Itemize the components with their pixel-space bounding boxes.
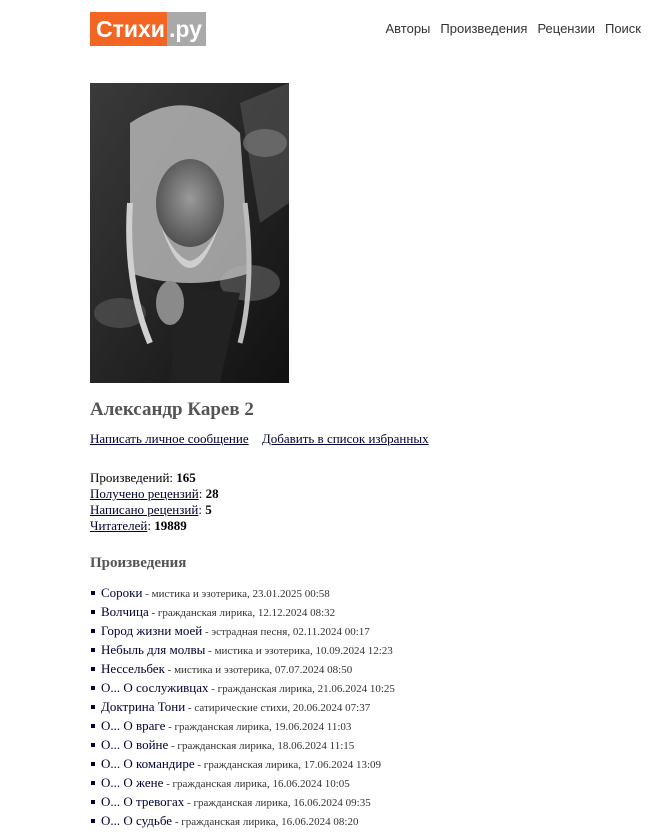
work-link[interactable]: О... О враге (101, 718, 166, 733)
list-item (101, 794, 395, 813)
work-link[interactable]: О... О тревогах (101, 794, 185, 809)
site-header (0, 0, 653, 60)
list-item (101, 623, 395, 642)
stat-received-value: 28 (205, 486, 219, 501)
stat-readers: Читателей: 19889 (90, 518, 187, 533)
work-meta: - гражданская лирика, 16.06.2024 10:05 (163, 778, 350, 790)
work-link[interactable]: О... О сослуживцах (101, 680, 209, 695)
list-item (101, 680, 395, 699)
top-nav (386, 21, 642, 36)
author-stats (90, 470, 219, 534)
logo-main: Стихи (90, 12, 167, 46)
stat-written-value: 5 (205, 502, 212, 517)
nav-authors[interactable]: Авторы (385, 21, 431, 36)
work-meta: - гражданская лирика, 17.06.2024 13:09 (194, 759, 382, 771)
list-item (101, 813, 395, 832)
work-link[interactable]: Волчица (101, 604, 149, 619)
stat-received: Получено рецензий: 28 (90, 486, 219, 501)
stat-works-value: 165 (176, 470, 196, 485)
author-photo (90, 83, 289, 383)
work-meta: - гражданская лирика, 19.06.2024 11:03 (165, 721, 352, 733)
send-message-link[interactable]: Написать личное сообщение (90, 431, 249, 446)
work-link[interactable]: О... О войне (101, 737, 169, 752)
list-item (101, 737, 395, 756)
work-meta: - сатирические стихи, 20.06.2024 07:37 (185, 702, 371, 714)
stat-written: Написано рецензий: 5 (90, 502, 212, 517)
logo-suffix: .ру (167, 12, 206, 46)
work-link[interactable]: О... О командире (101, 756, 195, 771)
work-link[interactable]: Доктрина Тони (101, 699, 186, 714)
list-item (101, 756, 395, 775)
stat-readers-value: 19889 (154, 518, 187, 533)
work-link[interactable]: О... О судьбе (101, 813, 173, 828)
work-meta: - гражданская лирика, 16.06.2024 08:20 (172, 816, 359, 828)
work-meta: - мистика и эзотерика, 07.07.2024 08:50 (164, 664, 353, 676)
work-meta: - мистика и эзотерика, 23.01.2025 00:58 (142, 588, 330, 600)
stat-works: Произведений: 165 (90, 470, 196, 485)
add-favorite-link[interactable]: Добавить в список избранных (261, 431, 429, 446)
list-item (101, 661, 395, 680)
list-item (101, 699, 395, 718)
list-item (101, 585, 395, 604)
work-link[interactable]: Сороки (101, 585, 143, 600)
work-link[interactable]: Нессельбек (101, 661, 165, 676)
work-meta: - гражданская лирика, 18.06.2024 11:15 (168, 740, 355, 752)
work-link[interactable]: Город жизни моей (101, 623, 203, 638)
work-link[interactable]: Небыль для молвы (101, 642, 206, 657)
work-meta: - эстрадная песня, 02.11.2024 00:17 (202, 626, 370, 638)
work-meta: - мистика и эзотерика, 10.09.2024 12:23 (205, 645, 393, 657)
list-item (101, 775, 395, 794)
author-name: Александр Карев 2 (90, 399, 254, 420)
author-photo-image (90, 83, 289, 383)
work-meta: - гражданская лирика, 16.06.2024 09:35 (184, 797, 371, 809)
nav-reviews[interactable]: Рецензии (537, 21, 595, 36)
nav-search[interactable]: Поиск (604, 21, 641, 36)
list-item (101, 604, 395, 623)
stat-written-link[interactable]: Написано рецензий (90, 502, 199, 517)
author-actions (90, 431, 439, 447)
stat-readers-link[interactable]: Читателей (90, 518, 148, 533)
work-meta: - гражданская лирика, 21.06.2024 10:25 (208, 683, 395, 695)
list-item (101, 642, 395, 661)
works-list (90, 585, 395, 832)
list-item (101, 718, 395, 737)
stat-works-label: Произведений (90, 470, 170, 485)
nav-works[interactable]: Произведения (440, 21, 528, 36)
work-meta: - гражданская лирика, 12.12.2024 08:32 (148, 607, 336, 619)
stat-received-link[interactable]: Получено рецензий (90, 486, 199, 501)
works-heading: Произведения (90, 555, 187, 571)
site-logo[interactable] (90, 12, 204, 46)
work-link[interactable]: О... О жене (101, 775, 164, 790)
